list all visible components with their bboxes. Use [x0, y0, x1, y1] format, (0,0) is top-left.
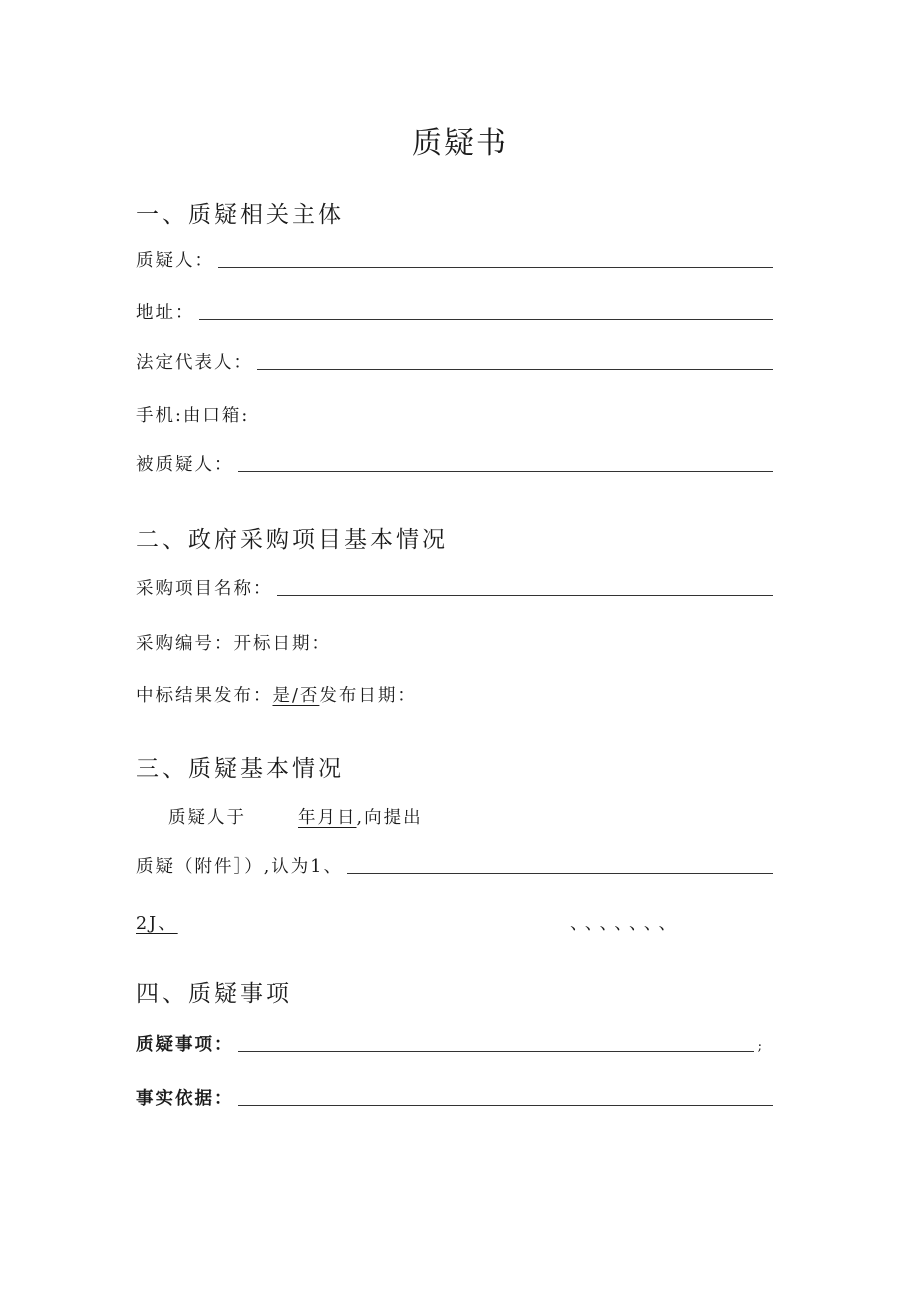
legal-rep-line[interactable]	[257, 368, 773, 370]
address-line[interactable]	[199, 318, 774, 320]
section-heading-1: 一、质疑相关主体	[136, 202, 344, 228]
matter-field[interactable]	[136, 1030, 764, 1056]
project-name-field[interactable]	[136, 574, 773, 600]
phone-mail-label: 手机:由口箱:	[136, 406, 250, 426]
question-reason-field[interactable]	[136, 852, 773, 878]
legal-rep-field[interactable]	[136, 348, 773, 374]
result-publish-label: 中标结果发布：	[136, 686, 273, 706]
address-label: 地址：	[136, 303, 195, 323]
questioner-field[interactable]	[136, 246, 773, 272]
facts-line[interactable]	[238, 1104, 774, 1106]
matter-label: 质疑事项：	[136, 1035, 234, 1055]
project-name-line[interactable]	[277, 594, 774, 596]
section-heading-3: 三、质疑基本情况	[136, 756, 344, 782]
respondent-field[interactable]	[136, 450, 773, 476]
facts-field[interactable]	[136, 1084, 773, 1110]
project-name-label: 采购项目名称：	[136, 579, 273, 599]
reason-2-label: 2J、	[136, 914, 178, 934]
question-reason-2	[136, 910, 178, 935]
respondent-label: 被质疑人：	[136, 455, 234, 475]
reason-dots: 、、、、、、、	[570, 914, 682, 934]
questioner-label: 质疑人：	[136, 251, 214, 271]
section-heading-4: 四、质疑事项	[136, 981, 292, 1007]
matter-line[interactable]	[238, 1050, 754, 1052]
questioner-line[interactable]	[218, 266, 773, 268]
question-date-line	[168, 804, 423, 829]
publish-date-label: 发布日期：	[319, 686, 417, 706]
question-date-value[interactable]: 年月日	[298, 808, 357, 828]
address-field[interactable]	[136, 298, 773, 324]
question-date-suffix: ,向提出	[356, 808, 423, 828]
document-title: 质疑书	[412, 126, 508, 161]
respondent-line[interactable]	[238, 470, 774, 472]
facts-label: 事实依据：	[136, 1089, 234, 1109]
question-reason-line[interactable]	[347, 872, 773, 874]
question-reason-label: 质疑（附件］）,认为1、	[136, 857, 343, 877]
result-publish-line	[136, 682, 417, 707]
matter-end-mark: ;	[757, 1039, 764, 1054]
section-heading-2: 二、政府采购项目基本情况	[136, 527, 448, 553]
legal-rep-label: 法定代表人：	[136, 353, 253, 373]
purchase-no-label: 采购编号：开标日期：	[136, 634, 331, 654]
result-yes-no[interactable]: 是/否	[272, 686, 320, 706]
question-date-prefix: 质疑人于	[168, 808, 246, 828]
